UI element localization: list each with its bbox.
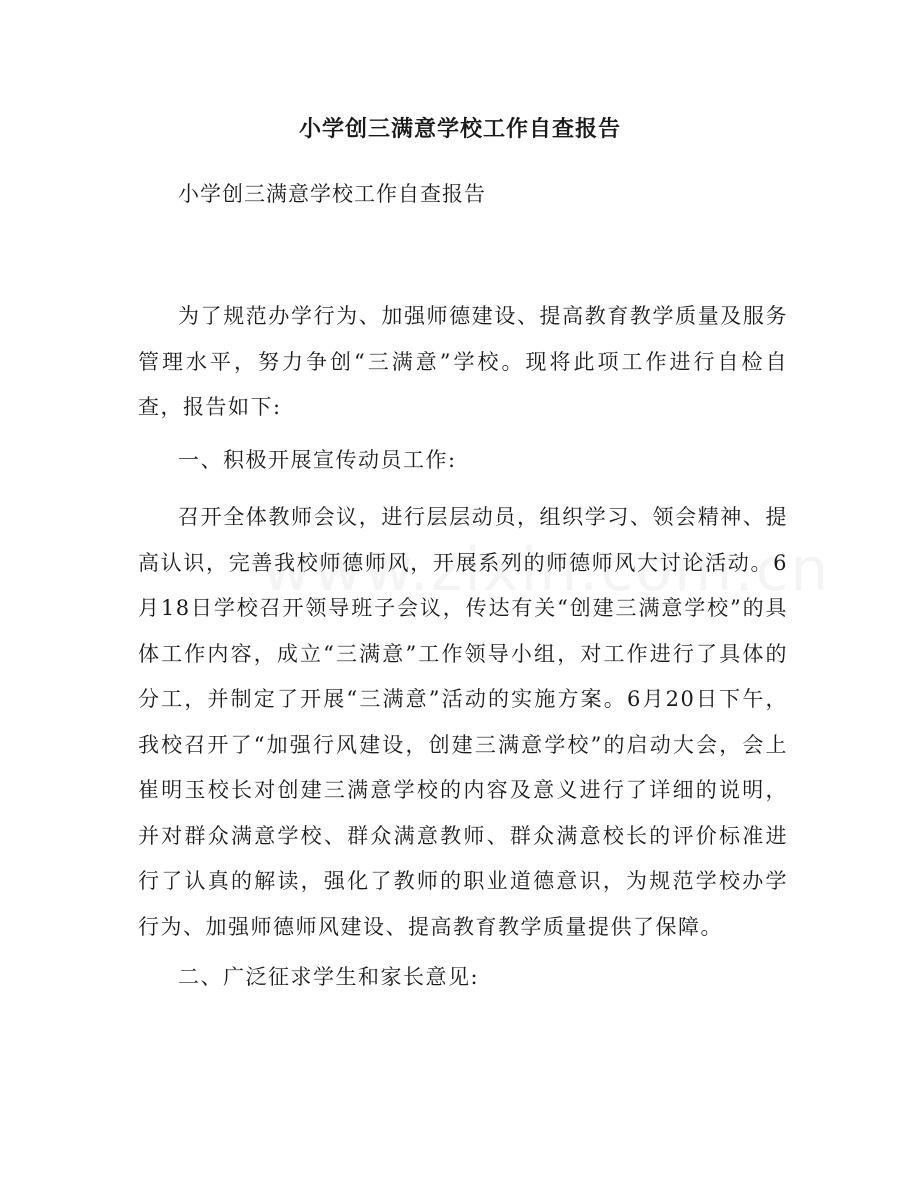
intro-paragraph: 为了规范办学行为、加强师德建设、提高教育教学质量及服务管理水平，努力争创“三满意”学校。现将此项工作进行自检自查，报告如下:	[138, 304, 788, 419]
document-title: 小学创三满意学校工作自查报告	[298, 117, 621, 142]
section1-body: 召开全体教师会议，进行层层动员，组织学习、领会精神、提高认识，完善我校师德师风，开展系列的师德师风大讨论活动。6月18日学校召开领导班子会议，传达有关“创建三满意学校”的具体工作内容，成立“三满意”工作领导小组，对工作进行了具体的分工，并制定了开展“三满意”活动的实施方案。6月20日下午，我校召开了“加强行风建设，创建三满意学校”的启动大会，会上崔明玉校长对创建三满意学校的内容及意义进行了详细的说明，并对群众满意学校、群众满意教师、群众满意校长的评价标准进行了认真的解读，强化了教师的职业道德意识，为规范学校办学行为、加强师德师风建设、提高教育教学质量提供了保障。	[138, 505, 788, 939]
document-subtitle: 小学创三满意学校工作自查报告	[178, 182, 486, 206]
section1-heading: 一、积极开展宣传动员工作:	[178, 448, 457, 472]
section2-heading: 二、广泛征求学生和家长意见:	[178, 965, 480, 989]
